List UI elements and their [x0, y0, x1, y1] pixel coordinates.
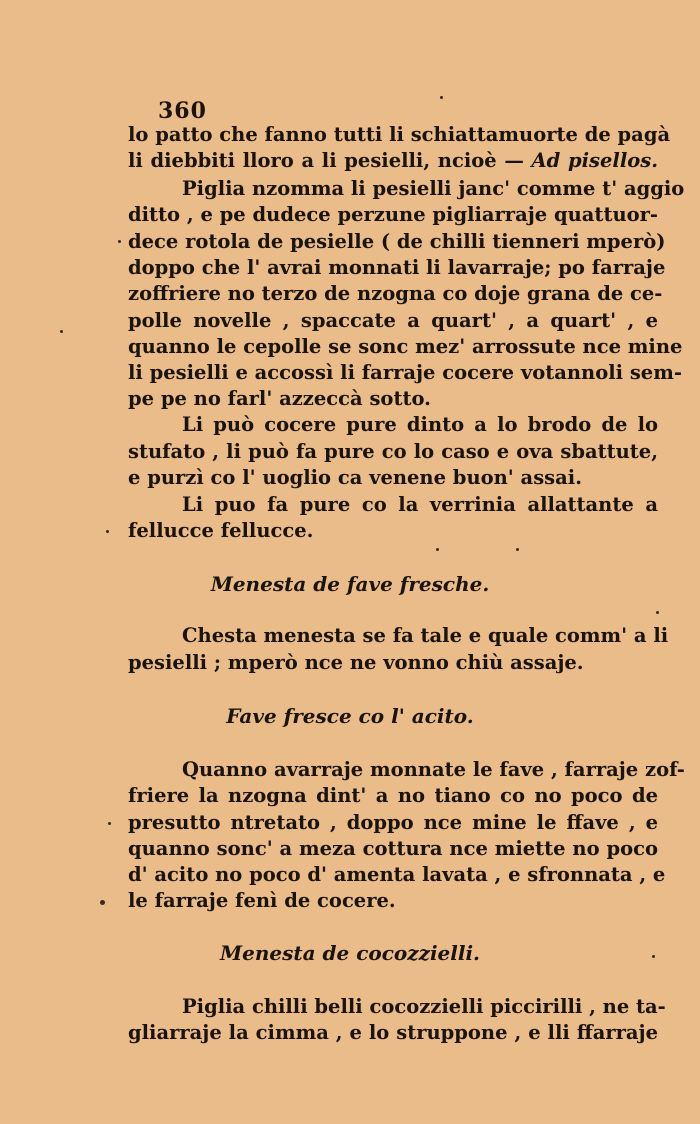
text-line: Piglia nzomma li pesielli janc' comme t' aggio: [182, 177, 685, 200]
text-line: Li puo fa pure co la verrinia allattante a: [182, 493, 658, 516]
text-span: li diebbiti lloro a li pesielli, ncioè —: [128, 149, 524, 172]
text-line: ditto , e pe dudece perzune pigliarraje quattuor-: [128, 203, 658, 226]
paper-speck: [652, 955, 655, 958]
text-line: [128, 148, 658, 174]
text-line: li pesielli e accossì li farraje cocere votannoli sem-: [128, 361, 682, 384]
text-line: Piglia chilli belli cocozzielli piccirilli , ne ta-: [182, 995, 666, 1018]
text-line: fellucce fellucce.: [128, 519, 314, 542]
text-line: quanno sonc' a meza cottura nce miette no poco: [128, 837, 658, 860]
section-heading: Menesta de cocozzielli.: [219, 941, 481, 965]
text-line: zoffriere no terzo de nzogna co doje grana de ce-: [128, 282, 663, 305]
text-line: friere la nzogna dint' a no tiano co no poco de: [128, 784, 658, 807]
paper-speck: [440, 96, 443, 99]
paper-speck: [106, 530, 109, 533]
text-line: e purzì co l' uoglio ca venene buon' assai.: [128, 466, 582, 489]
paper-speck: [656, 611, 659, 614]
text-line: presutto ntretato , doppo nce mine le ffave , e: [128, 811, 658, 834]
text-line: polle novelle , spaccate a quart' , a quart' , e: [128, 309, 658, 332]
text-line: Quanno avarraje monnate le fave , farraje zof-: [182, 758, 685, 781]
paper-speck: [60, 330, 63, 333]
text-line: Li può cocere pure dinto a lo brodo de lo: [182, 413, 658, 436]
text-line: doppo che l' avrai monnati li lavarraje; po farraje: [128, 256, 666, 279]
text-line: pesielli ; mperò nce ne vonno chiù assaje.: [128, 651, 584, 674]
paper-speck: [516, 548, 519, 551]
text-line: gliarraje la cimma , e lo struppone , e lli ffarraje: [128, 1021, 658, 1044]
page-number: 360: [158, 98, 207, 124]
text-line: d' acito no poco d' amenta lavata , e sfronnata , e: [128, 863, 666, 886]
section-heading: Fave fresce co l' acito.: [226, 704, 474, 728]
section-heading: Menesta de fave fresche.: [210, 572, 490, 596]
paper-speck: [118, 240, 121, 243]
text-line: dece rotola de pesielle ( de chilli tienneri mperò): [128, 230, 666, 253]
paper-speck: [100, 900, 105, 905]
text-line: lo patto che fanno tutti li schiattamuorte de pagà: [128, 123, 671, 146]
text-line: Chesta menesta se fa tale e quale comm' a li: [182, 624, 669, 647]
text-line: le farraje fenì de cocere.: [128, 889, 396, 912]
paper-speck: [108, 822, 111, 825]
text-line: stufato , li può fa pure co lo caso e ova sbattute,: [128, 440, 658, 463]
text-line: pe pe no farl' azzeccà sotto.: [128, 387, 431, 410]
italic-phrase: Ad pisellos.: [531, 149, 659, 172]
text-line: quanno le cepolle se sonc mez' arrossute nce mine: [128, 335, 683, 358]
paper-speck: [436, 548, 439, 551]
